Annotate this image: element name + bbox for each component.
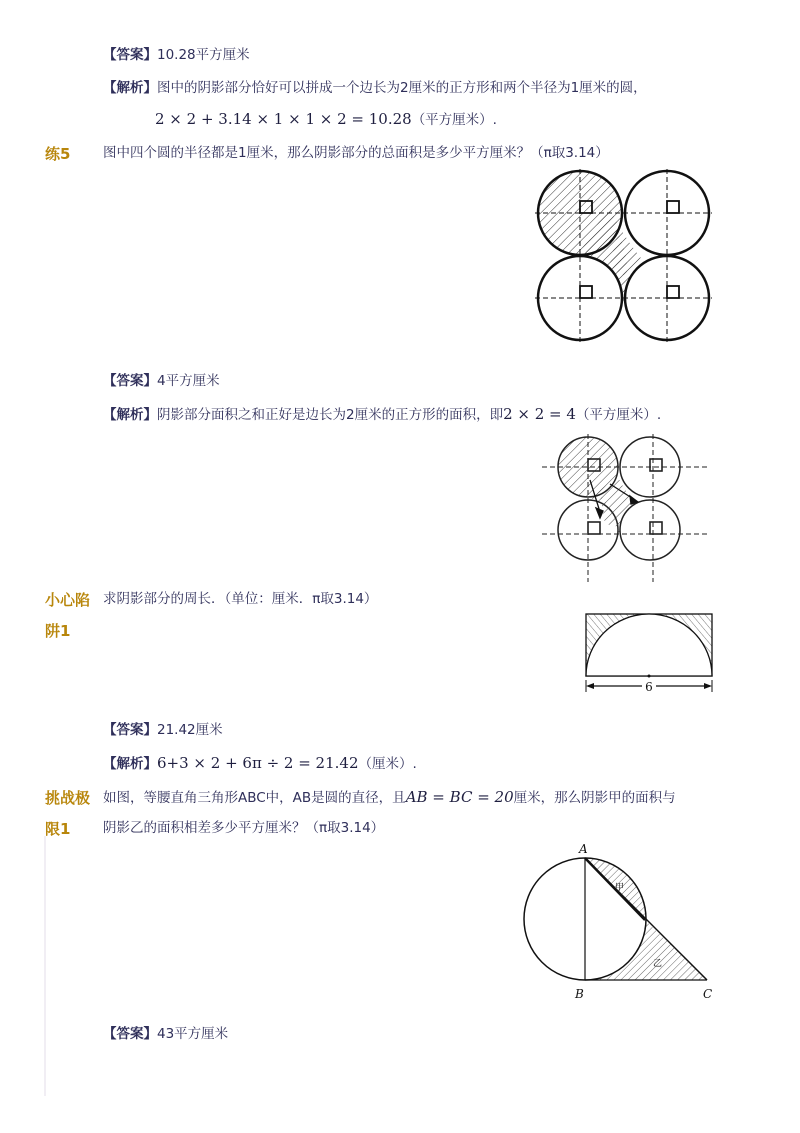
formula-unit: （平方厘米）. [575, 407, 662, 423]
answer-text: 21.42厘米 [157, 722, 223, 738]
question-text: 求阴影部分的周长．（单位：厘米．π取3.14） [103, 591, 378, 607]
analysis-text: 阴影部分面积之和正好是边长为2厘米的正方形的面积，即 [157, 407, 504, 423]
analysis-line-1 [103, 78, 647, 98]
answer-tag: 【答案】 [103, 722, 157, 738]
answer-text: 10.28平方厘米 [157, 47, 250, 63]
semicircle-rectangle-figure [580, 606, 720, 708]
question-text-line2: 阴影乙的面积相差多少平方厘米？（π取3.14） [103, 820, 385, 836]
answer-text: 4平方厘米 [157, 373, 220, 389]
question-part2: 厘米，那么阴影甲的面积与 [513, 790, 676, 806]
analysis-line-3 [103, 753, 417, 774]
answer-line-2 [103, 371, 220, 391]
formula: 2 × 2 + 3.14 × 1 × 1 × 2 = 10.28 [155, 110, 412, 128]
question-text-line1 [103, 787, 676, 808]
analysis-text: 图中的阴影部分恰好可以拼成一个边长为2厘米的正方形和两个半径为1厘米的圆， [157, 80, 647, 96]
page-margin-bar [44, 836, 46, 1096]
point-c-label: C [703, 987, 713, 1001]
formula: 6+3 × 2 + 6π ÷ 2 = 21.42 [157, 754, 359, 772]
answer-tag: 【答案】 [103, 47, 157, 63]
answer-text: 43平方厘米 [157, 1026, 229, 1042]
formula-unit: （厘米）. [358, 756, 417, 772]
trap-label-line1: 小心陷 [45, 591, 91, 609]
answer-line-1 [103, 45, 250, 65]
answer-tag: 【答案】 [103, 1026, 157, 1042]
point-b-label: B [575, 987, 584, 1001]
region-jia-label: 甲 [615, 883, 625, 893]
formula-line-1 [155, 109, 497, 130]
challenge-label-line2: 限1 [45, 820, 71, 838]
dimension-label: 6 [645, 680, 653, 694]
exercise-label: 练5 [45, 145, 71, 163]
answer-tag: 【答案】 [103, 373, 157, 389]
point-a-label: A [579, 842, 588, 856]
answer-line-3 [103, 720, 223, 740]
analysis-tag: 【解析】 [103, 756, 157, 772]
four-circles-figure [530, 164, 720, 346]
challenge-label-line1: 挑战极 [45, 789, 91, 807]
rearranged-circles-figure [540, 432, 710, 584]
trap-label-line2: 阱1 [45, 622, 71, 640]
analysis-tag: 【解析】 [103, 407, 157, 423]
triangle-circle-figure [515, 838, 725, 1006]
analysis-line-2 [103, 404, 661, 425]
answer-line-4 [103, 1024, 228, 1044]
formula: 2 × 2 = 4 [503, 405, 576, 423]
question-part1: 如图，等腰直角三角形ABC中，AB是圆的直径，且 [103, 790, 406, 806]
region-yi-label: 乙 [653, 959, 663, 969]
question-math: AB = BC = 20 [405, 788, 514, 806]
analysis-tag: 【解析】 [103, 80, 157, 96]
question-text: 图中四个圆的半径都是1厘米，那么阴影部分的总面积是多少平方厘米？（π取3.14） [103, 145, 609, 161]
formula-unit: （平方厘米）. [411, 112, 497, 128]
